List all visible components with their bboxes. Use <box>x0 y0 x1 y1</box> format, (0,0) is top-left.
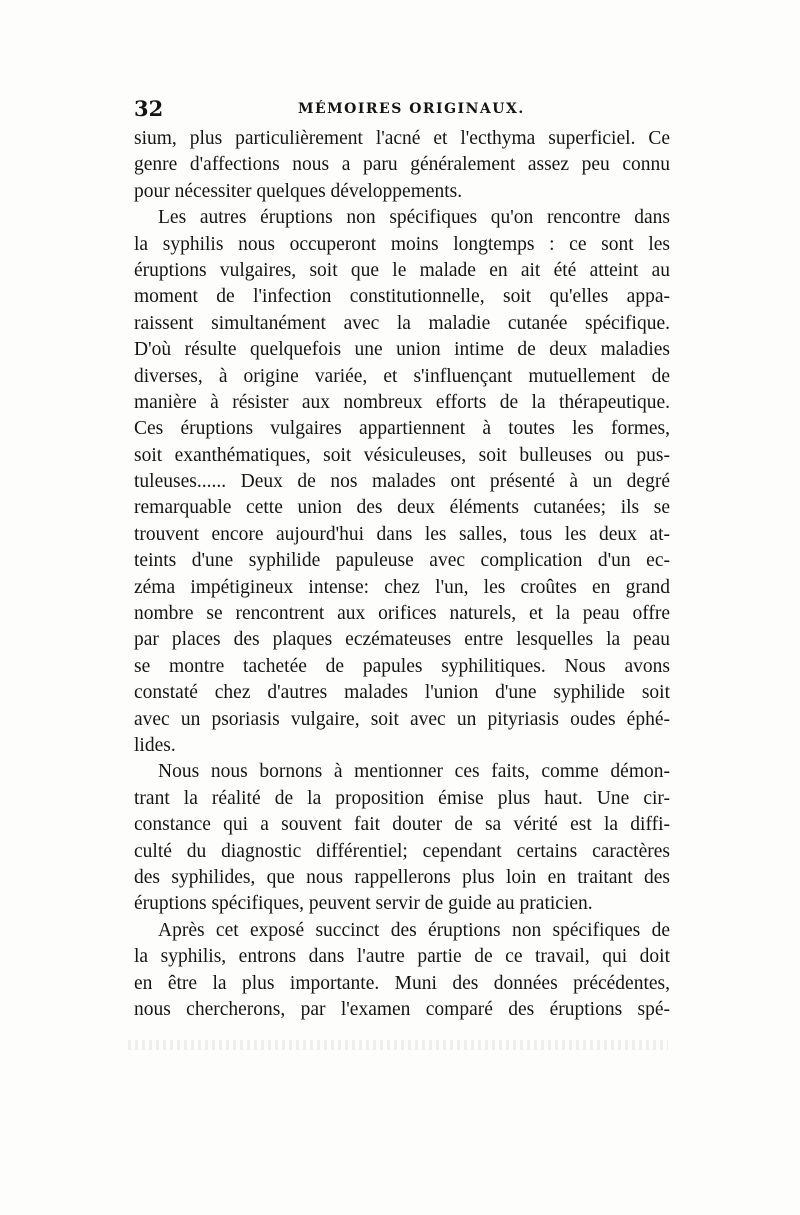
text-line: éruptions spécifiques, peuvent servir de guide au praticien. <box>134 893 593 915</box>
text-line: Nous nous bornons à mentionner ces faits, comme démon- <box>158 761 670 783</box>
text-line: avec un psoriasis vulgaire, soit avec un pityriasis oudes éphé- <box>134 708 670 730</box>
text-line: soit exanthématiques, soit vésiculeuses, soit bulleuses ou pus- <box>134 444 670 466</box>
text-line: la syphilis nous occuperont moins longtemps : ce sont les <box>134 233 670 255</box>
text-line: D'où résulte quelquefois une union intime de deux maladies <box>134 339 670 361</box>
text-line: sium, plus particulièrement l'acné et l'ecthyma superficiel. Ce <box>134 128 670 149</box>
paragraph <box>134 759 670 917</box>
text-line: par places des plaques eczémateuses entre lesquelles la peau <box>134 629 670 651</box>
text-line: des syphilides, que nous rappellerons plus loin en traitant des <box>134 866 670 888</box>
text-line: Ces éruptions vulgaires appartiennent à toutes les formes, <box>134 418 670 440</box>
text-line: se montre tachetée de papules syphilitiques. Nous avons <box>134 655 670 677</box>
text-line: constaté chez d'autres malades l'union d'une syphilide soit <box>134 682 670 704</box>
text-line: genre d'affections nous a paru généralement assez peu connu <box>134 154 670 176</box>
paragraph <box>134 205 670 759</box>
text-line: en être la plus importante. Muni des données précédentes, <box>134 972 670 994</box>
show-through-texture <box>128 1040 668 1050</box>
paragraph <box>134 126 670 205</box>
text-line: Les autres éruptions non spécifiques qu'on rencontre dans <box>158 207 670 229</box>
text-line: remarquable cette union des deux éléments cutanées; ils se <box>134 497 670 519</box>
text-line: diverses, à origine variée, et s'influençant mutuellement de <box>134 365 670 387</box>
text-line: éruptions vulgaires, soit que le malade en ait été atteint au <box>134 259 670 281</box>
text-line: culté du diagnostic différentiel; cependant certains caractères <box>134 840 670 862</box>
text-line: teints d'une syphilide papuleuse avec complication d'un ec- <box>134 550 670 572</box>
page-number: 32 <box>134 96 164 121</box>
text-line: manière à résister aux nombreux efforts de la thérapeutique. <box>134 391 670 413</box>
text-line: Après cet exposé succinct des éruptions non spécifiques de <box>158 919 670 941</box>
running-title: MÉMOIRES ORIGINAUX. <box>298 101 525 117</box>
paragraph <box>134 918 670 1024</box>
text-line: pour nécessiter quelques développements. <box>134 180 463 202</box>
text-line: tuleuses...... Deux de nos malades ont présenté à un degré <box>134 471 670 493</box>
text-line: la syphilis, entrons dans l'autre partie de ce travail, qui doit <box>134 946 670 968</box>
body-text <box>134 126 670 1023</box>
text-line: trant la réalité de la proposition émise plus haut. Une cir- <box>134 787 670 809</box>
text-line: nombre se rencontrent aux orifices naturels, et la peau offre <box>134 603 670 625</box>
page-header <box>134 96 670 122</box>
text-line: lides. <box>134 734 176 756</box>
text-line: zéma impétigineux intense: chez l'un, les croûtes en grand <box>134 576 670 598</box>
text-line: nous chercherons, par l'examen comparé des éruptions spé- <box>134 998 670 1020</box>
text-line: trouvent encore aujourd'hui dans les salles, tous les deux at- <box>134 523 670 545</box>
text-line: raissent simultanément avec la maladie cutanée spécifique. <box>134 312 670 334</box>
text-line: moment de l'infection constitutionnelle, soit qu'elles appa- <box>134 286 670 308</box>
text-line: constance qui a souvent fait douter de sa vérité est la diffi- <box>134 814 670 836</box>
